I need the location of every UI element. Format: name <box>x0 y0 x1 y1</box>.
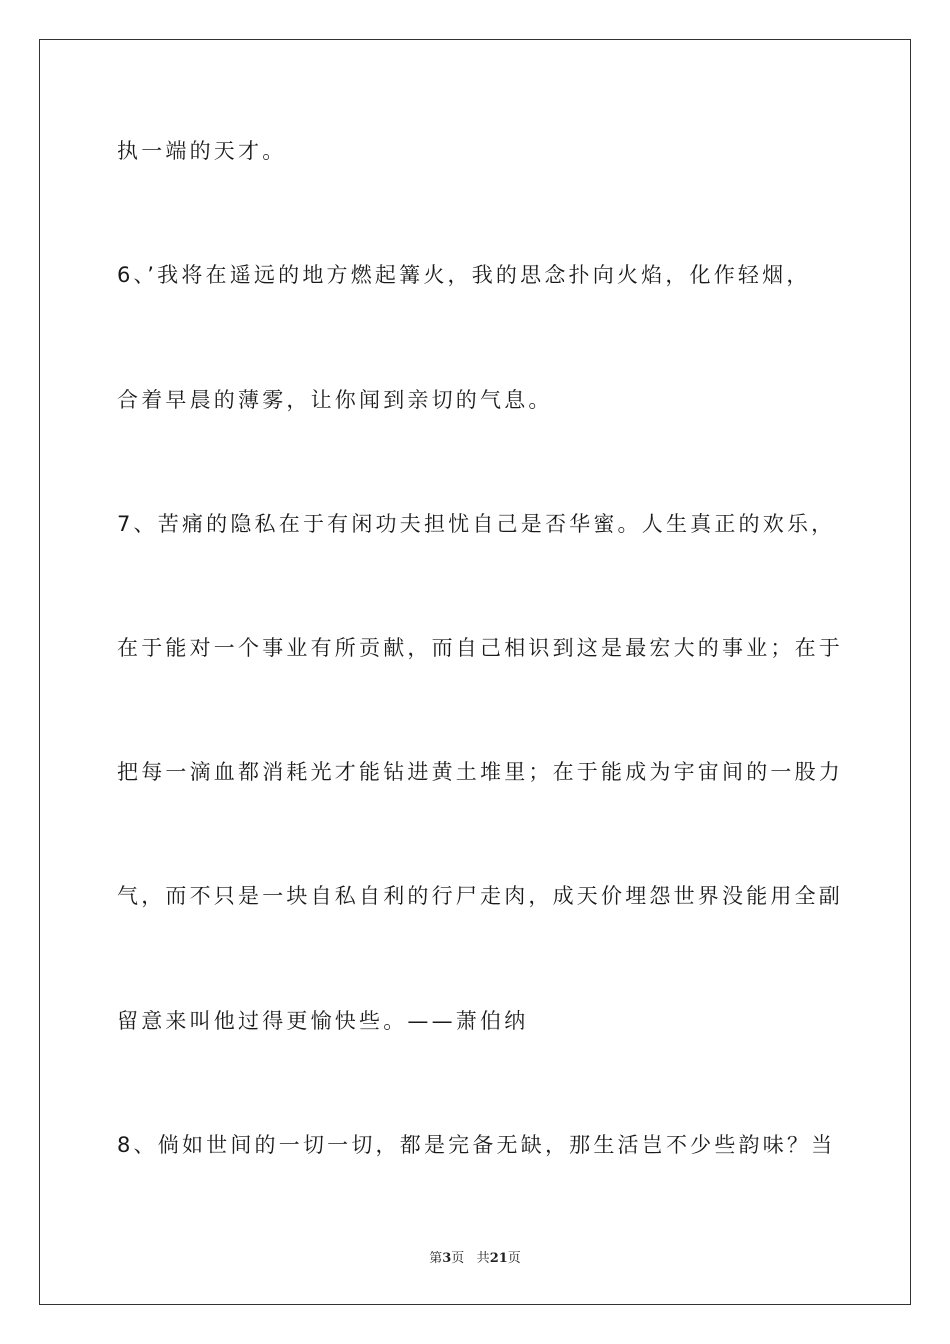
text-line: 在于能对一个事业有所贡献，而自己相识到这是最宏大的事业；在于 <box>117 636 843 660</box>
total-prefix: 共 <box>476 1251 490 1266</box>
total-pages: 21 <box>489 1251 508 1266</box>
text-line: 气，而不只是一块自私自利的行尸走肉，成天价埋怨世界没能用全副 <box>117 884 843 908</box>
page-border <box>39 39 911 1305</box>
page-number: 3 <box>442 1251 452 1266</box>
text-line: 合着早晨的薄雾，让你闻到亲切的气息。 <box>117 388 553 412</box>
text-line: 留意来叫他过得更愉快些。——萧伯纳 <box>117 1009 529 1033</box>
text-line: 把每一滴血都消耗光才能钻进黄土堆里；在于能成为宇宙间的一股力 <box>117 760 843 784</box>
page-footer <box>0 1247 950 1266</box>
page-prefix: 第 <box>429 1251 443 1266</box>
page-suffix: 页 <box>451 1251 465 1266</box>
text-line: 执一端的天才。 <box>117 139 287 163</box>
total-suffix: 页 <box>507 1251 521 1266</box>
text-line: 7、苦痛的隐私在于有闲功夫担忧自己是否华蜜。人生真正的欢乐， <box>117 512 836 536</box>
text-line: 6、’我将在遥远的地方燃起篝火，我的思念扑向火焰，化作轻烟， <box>117 263 811 287</box>
text-line: 8、倘如世间的一切一切，都是完备无缺，那生活岂不少些韵味？当 <box>117 1133 836 1157</box>
